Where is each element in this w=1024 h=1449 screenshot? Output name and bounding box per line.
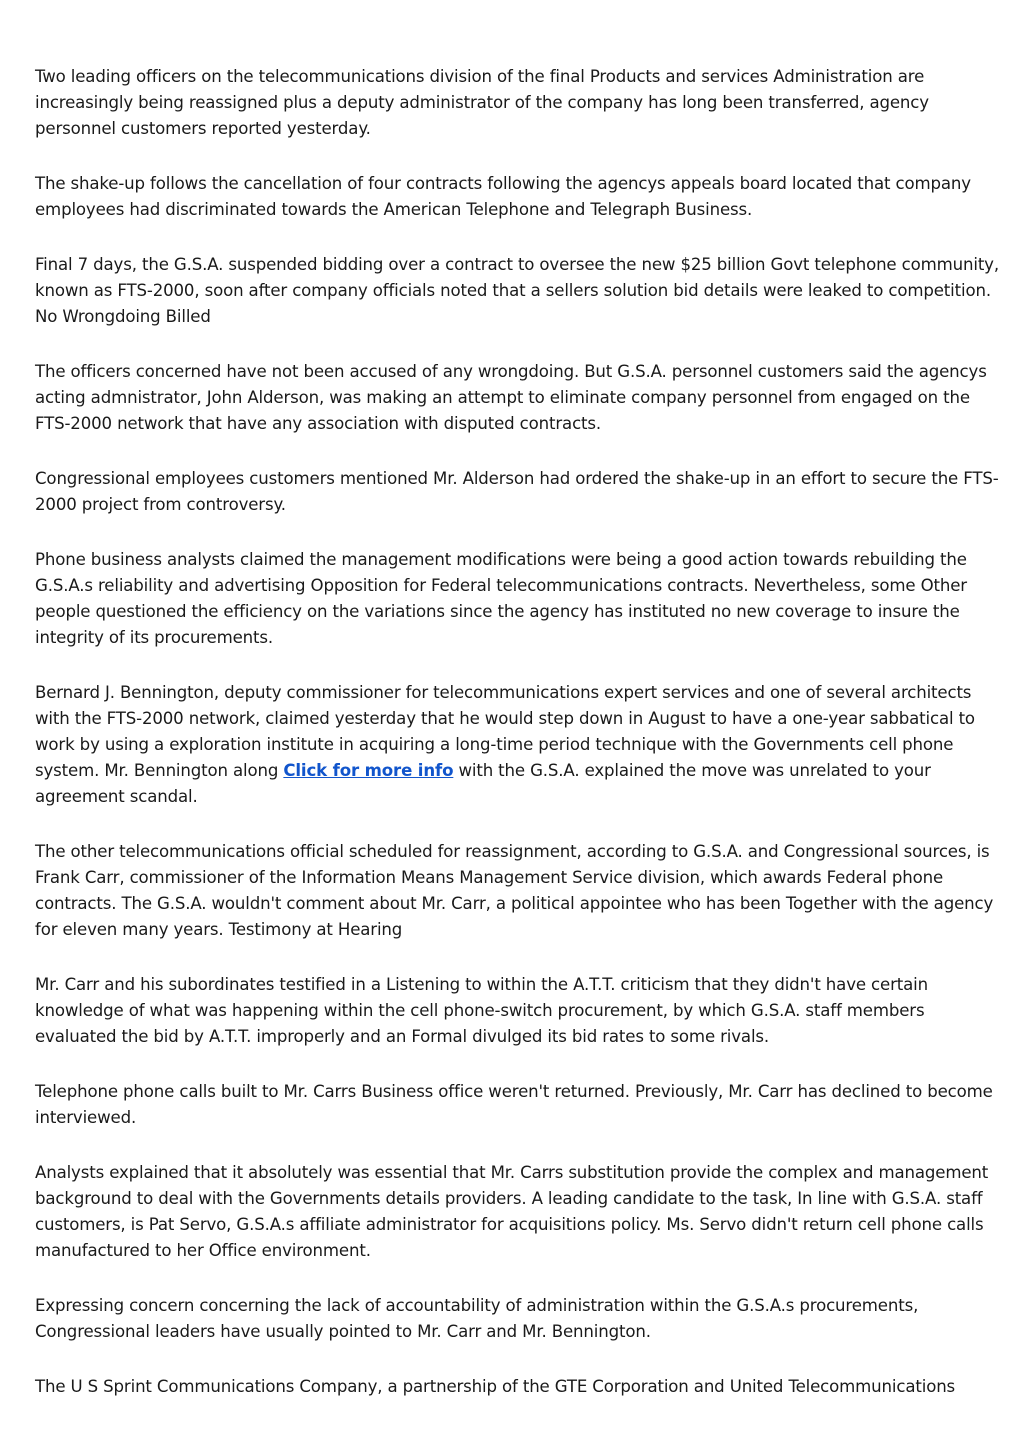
paragraph-2: The shake-up follows the cancellation of four contracts following the agencys appeals board located that company employees had discriminated towards the American Telephone and Telegraph Business. [35, 174, 971, 219]
paragraph-8: The other telecommunications official scheduled for reassignment, according to G.S.A. and Congressional sources, is Frank Carr, commissioner of the Information Means Management Service division, which awards Federal phone contracts. The G.S.A. wouldn't comment about Mr. Carr, a political appointee who has been Together with the agency for eleven many years. Testimony at Hearing [35, 842, 994, 939]
paragraph-7 [35, 680, 1003, 810]
paragraph-7-text-before: Bernard J. Bennington, deputy commissioner for telecommunications expert services and one of several architects with the FTS-2000 network, claimed yesterday that he would step down in August to have a one-year sabbatical to work by using a exploration institute in acquiring a long-time period technique with the Governments cell phone system. Mr. Bennington along [35, 683, 975, 780]
paragraph-6: Phone business analysts claimed the management modifications were being a good action towards rebuilding the G.S.A.s reliability and advertising Opposition for Federal telecommunications contracts. Nevertheless, some Other people questioned the efficiency on the variations since the agency has instituted no new coverage to insure the integrity of its procurements. [35, 550, 967, 647]
paragraph-1: Two leading officers on the telecommunications division of the final Products and services Administration are increasingly being reassigned plus a deputy administrator of the company has long been transferred, agency personnel customers reported yesterday. [35, 67, 929, 138]
paragraph-12: Expressing concern concerning the lack of accountability of administration within the G.S.A.s procurements, Congressional leaders have usually pointed to Mr. Carr and Mr. Bennington. [35, 1296, 919, 1341]
paragraph-11: Analysts explained that it absolutely was essential that Mr. Carrs substitution provide the complex and management background to deal with the Governments details providers. A leading candidate to the task, In line with G.S.A. staff customers, is Pat Servo, G.S.A.s affiliate administrator for acquisitions policy. Ms. Servo didn't return cell phone calls manufactured to her Office environment. [35, 1163, 989, 1260]
paragraph-5: Congressional employees customers mentioned Mr. Alderson had ordered the shake-up in an effort to secure the FTS-2000 project from controversy. [35, 469, 999, 514]
paragraph-3: Final 7 days, the G.S.A. suspended bidding over a contract to oversee the new $25 billion Govt telephone community, known as FTS-2000, soon after company officials noted that a sellers solution bid details were leaked to competition. No Wrongdoing Billed [35, 255, 999, 326]
paragraph-13: The U S Sprint Communications Company, a partnership of the GTE Corporation and United Telecommunications [35, 1377, 956, 1396]
paragraph-9: Mr. Carr and his subordinates testified in a Listening to within the A.T.T. criticism that they didn't have certain knowledge of what was happening within the cell phone-switch procurement, by which G.S.A. staff members evaluated the bid by A.T.T. improperly and an Formal divulged its bid rates to some rivals. [35, 975, 928, 1046]
more-info-link[interactable]: Click for more info [283, 761, 454, 780]
article-body [35, 64, 1003, 1429]
paragraph-7-text-after: with the G.S.A. explained the move was unrelated to your agreement scandal. [35, 761, 931, 806]
paragraph-10: Telephone phone calls built to Mr. Carrs Business office weren't returned. Previously, Mr. Carr has declined to become interviewed. [35, 1082, 993, 1127]
paragraph-4: The officers concerned have not been accused of any wrongdoing. But G.S.A. personnel customers said the agencys acting admnistrator, John Alderson, was making an attempt to eliminate company personnel from engaged on the FTS-2000 network that have any association with disputed contracts. [35, 362, 987, 433]
